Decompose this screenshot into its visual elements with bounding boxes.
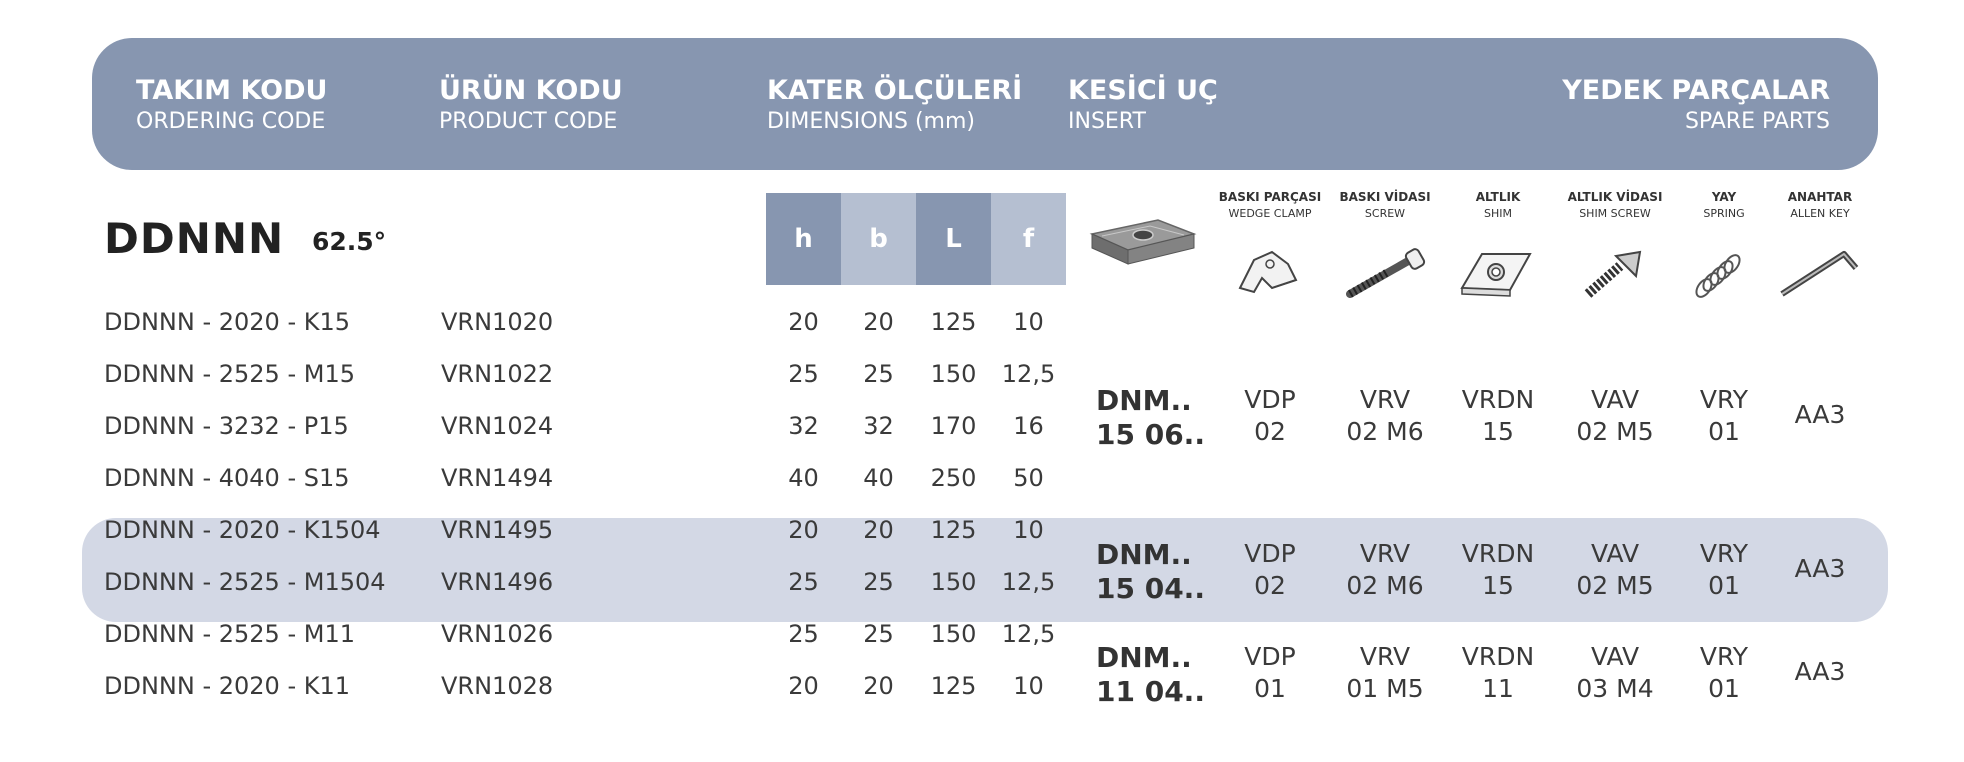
spare-header-en: WEDGE CLAMP (1228, 207, 1312, 220)
group-spare-part: 02 M5 (1576, 417, 1654, 446)
table-row-ordering-code: DDNNN - 2525 - M11 (104, 620, 355, 648)
spare-header-en: SHIM SCREW (1579, 207, 1651, 220)
group-spare-part: VDP (1244, 642, 1296, 671)
spare-header-tr: ANAHTAR (1787, 190, 1853, 204)
table-row-product-code: VRN1024 (441, 412, 554, 440)
header-product-en: PRODUCT CODE (439, 109, 618, 134)
group-spare-part: 01 (1254, 674, 1286, 703)
spare-header-tr: BASKI VİDASI (1339, 190, 1431, 204)
spare-header-allen-key (1760, 189, 1880, 223)
group-spare-part: VRDN (1461, 539, 1535, 568)
spare-header-en: SHIM (1484, 207, 1512, 220)
table-row-dim-f: 10 (1013, 672, 1044, 700)
group-spare-part: VRDN (1461, 385, 1535, 414)
table-row-dim-l: 150 (930, 568, 977, 596)
table-row-dim-h: 20 (788, 308, 819, 336)
group-spare-part: 02 M5 (1576, 571, 1654, 600)
table-row-dim-b: 40 (863, 464, 894, 492)
group-insert-code: 15 06.. (1096, 418, 1205, 451)
dim-header-b: b (841, 193, 916, 285)
screw-icon (1344, 244, 1428, 302)
spare-header-tr: BASKI PARÇASI (1218, 190, 1322, 204)
group-spare-part: 01 (1708, 417, 1740, 446)
spare-header-shim-screw (1555, 189, 1675, 223)
table-row-product-code: VRN1026 (441, 620, 554, 648)
header-ordering-en: ORDERING CODE (136, 109, 326, 134)
table-row-dim-f: 16 (1013, 412, 1044, 440)
spare-header-screw (1325, 189, 1445, 223)
table-row-ordering-code: DDNNN - 2020 - K15 (104, 308, 351, 336)
header-product-tr: ÜRÜN KODU (439, 75, 623, 106)
group-spare-part: 01 (1708, 674, 1740, 703)
table-row-dim-l: 125 (930, 308, 977, 336)
table-row-ordering-code: DDNNN - 2020 - K1504 (104, 516, 381, 544)
header-insert-tr: KESİCİ UÇ (1068, 75, 1218, 106)
table-row-dim-l: 150 (930, 620, 977, 648)
table-row-dim-h: 25 (788, 620, 819, 648)
group-spare-part: VRY (1699, 642, 1749, 671)
table-row-dim-l: 150 (930, 360, 977, 388)
spare-header-en: ALLEN KEY (1790, 207, 1850, 220)
group-spare-part: VDP (1244, 539, 1296, 568)
spare-header-tr: ALTLIK (1475, 190, 1521, 204)
family-name: DDNNN (104, 214, 285, 263)
group-insert-code: DNM.. (1096, 641, 1192, 674)
group-spare-part: 01 M5 (1346, 674, 1424, 703)
table-row-dim-f: 12,5 (1001, 568, 1056, 596)
dim-header-h: h (766, 193, 841, 285)
header-dimensions-tr: KATER ÖLÇÜLERİ (767, 75, 1023, 106)
group-spare-part: 11 (1482, 674, 1514, 703)
table-row-dim-h: 25 (788, 568, 819, 596)
group-spare-part: VRDN (1461, 642, 1535, 671)
group-insert-code: 15 04.. (1096, 572, 1205, 605)
table-row-dim-h: 20 (788, 516, 819, 544)
table-row-dim-b: 20 (863, 672, 894, 700)
group-spare-part: VRY (1699, 539, 1749, 568)
table-row-dim-f: 10 (1013, 308, 1044, 336)
group-insert-code: DNM.. (1096, 538, 1192, 571)
group-allen-key: AA3 (1794, 554, 1846, 583)
group-spare-part: VRY (1699, 385, 1749, 414)
table-row-product-code: VRN1028 (441, 672, 554, 700)
table-row-dim-h: 32 (788, 412, 819, 440)
header-ordering-code (136, 74, 327, 136)
table-row-product-code: VRN1494 (441, 464, 554, 492)
table-row-dim-f: 10 (1013, 516, 1044, 544)
table-row-dim-f: 50 (1013, 464, 1044, 492)
dim-header-f: f (991, 193, 1066, 285)
table-row-dim-b: 25 (863, 568, 894, 596)
allen-key-icon (1778, 244, 1864, 302)
table-row-dim-l: 125 (930, 672, 977, 700)
group-spare-part: 02 M6 (1346, 571, 1424, 600)
group-insert-code: 11 04.. (1096, 675, 1205, 708)
table-row-product-code: VRN1496 (441, 568, 554, 596)
dim-header-l: L (916, 193, 991, 285)
header-product-code (439, 74, 623, 136)
header-dimensions (767, 74, 1022, 136)
group-spare-part: 15 (1482, 417, 1514, 446)
table-row-dim-b: 25 (863, 360, 894, 388)
table-header-bar (92, 38, 1878, 170)
table-row-dim-l: 170 (930, 412, 977, 440)
spare-header-shim (1438, 189, 1558, 223)
header-ordering-tr: TAKIM KODU (136, 75, 328, 106)
spring-icon (1690, 244, 1750, 302)
group-allen-key: AA3 (1794, 400, 1846, 429)
group-spare-part: VRV (1359, 642, 1411, 671)
table-row-dim-b: 20 (863, 516, 894, 544)
table-row-product-code: VRN1022 (441, 360, 554, 388)
header-spare-en: SPARE PARTS (1684, 109, 1830, 134)
group-spare-part: 02 (1254, 571, 1286, 600)
table-row-dim-b: 32 (863, 412, 894, 440)
group-spare-part: 01 (1708, 571, 1740, 600)
group-allen-key: AA3 (1794, 657, 1846, 686)
table-row-ordering-code: DDNNN - 4040 - S15 (104, 464, 350, 492)
shim-icon (1456, 244, 1536, 302)
table-row-dim-l: 125 (930, 516, 977, 544)
table-row-product-code: VRN1020 (441, 308, 554, 336)
table-row-dim-l: 250 (930, 464, 977, 492)
table-row-ordering-code: DDNNN - 2525 - M15 (104, 360, 355, 388)
header-spare-tr: YEDEK PARÇALAR (1562, 75, 1830, 106)
group-spare-part: VAV (1590, 539, 1640, 568)
table-row-ordering-code: DDNNN - 3232 - P15 (104, 412, 349, 440)
group-spare-part: VRV (1359, 385, 1411, 414)
insert-image (1088, 212, 1198, 272)
group-spare-part: VAV (1590, 385, 1640, 414)
table-row-dim-h: 25 (788, 360, 819, 388)
table-row-dim-b: 25 (863, 620, 894, 648)
group-spare-part: VRV (1359, 539, 1411, 568)
spare-header-en: SCREW (1364, 207, 1406, 220)
shim-screw-icon (1580, 244, 1650, 302)
family-angle: 62.5° (312, 227, 387, 256)
table-row-ordering-code: DDNNN - 2020 - K11 (104, 672, 351, 700)
group-spare-part: VDP (1244, 385, 1296, 414)
spare-header-tr: ALTLIK VİDASI (1567, 190, 1663, 204)
table-row-dim-b: 20 (863, 308, 894, 336)
table-row-dim-h: 20 (788, 672, 819, 700)
spare-header-en: SPRING (1703, 207, 1745, 220)
table-row-dim-f: 12,5 (1001, 360, 1056, 388)
group-spare-part: 02 M6 (1346, 417, 1424, 446)
table-row-product-code: VRN1495 (441, 516, 554, 544)
header-insert-en: INSERT (1068, 109, 1146, 134)
header-spare-parts (1562, 74, 1830, 136)
table-row-dim-f: 12,5 (1001, 620, 1056, 648)
group-spare-part: 02 (1254, 417, 1286, 446)
spare-header-tr: YAY (1711, 190, 1737, 204)
table-row-dim-h: 40 (788, 464, 819, 492)
group-spare-part: VAV (1590, 642, 1640, 671)
group-spare-part: 03 M4 (1576, 674, 1654, 703)
header-dimensions-en: DIMENSIONS (mm) (767, 109, 975, 134)
group-spare-part: 15 (1482, 571, 1514, 600)
wedge-clamp-icon (1232, 244, 1308, 302)
spare-header-wedge-clamp (1210, 189, 1330, 223)
group-insert-code: DNM.. (1096, 384, 1192, 417)
header-insert (1068, 74, 1218, 136)
table-row-ordering-code: DDNNN - 2525 - M1504 (104, 568, 386, 596)
